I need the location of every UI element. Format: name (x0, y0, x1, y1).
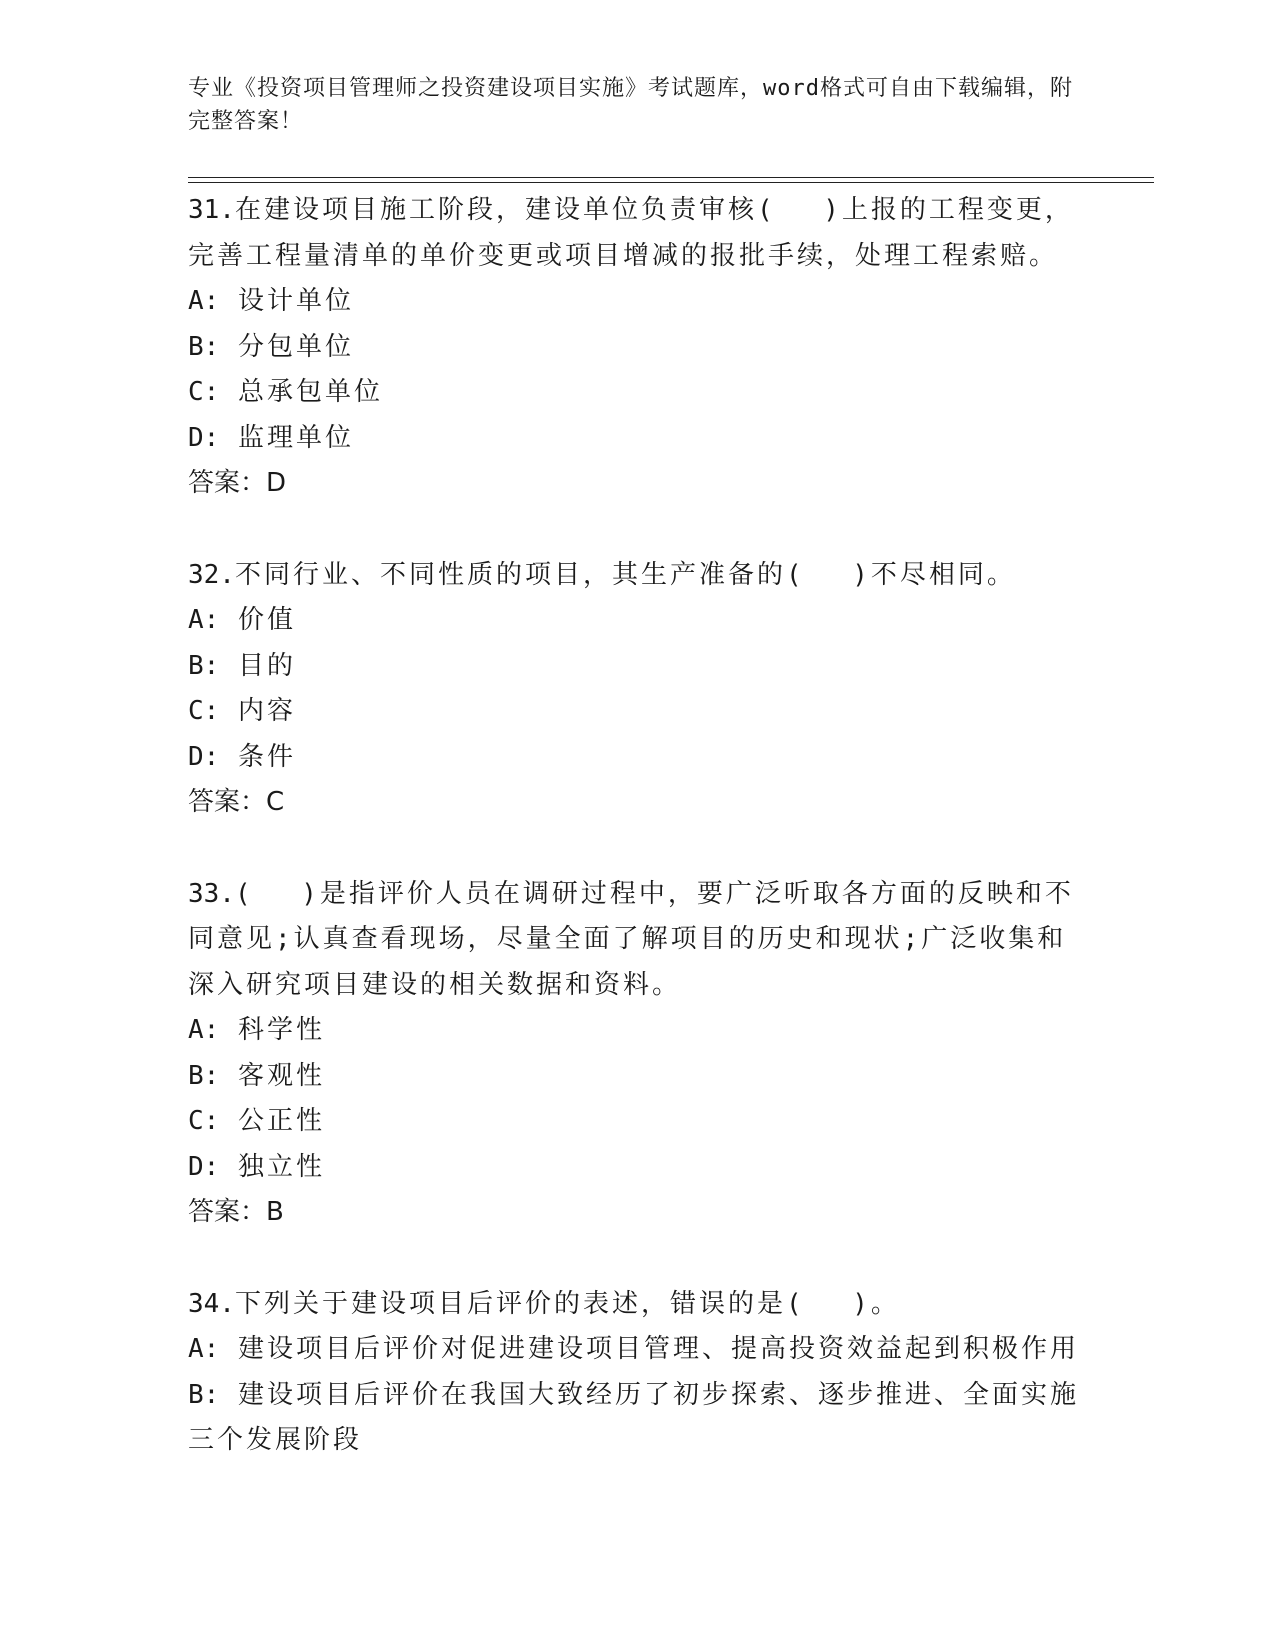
question-31 (188, 188, 1088, 507)
option-letter: B: (188, 650, 220, 681)
option-letter: B: (188, 1060, 220, 1091)
question-stem: 不同行业、不同性质的项目，其生产准备的( )不尽相同。 (234, 559, 1016, 590)
question-text-line: 同意见;认真查看现场，尽量全面了解项目的历史和现状;广泛收集和 (188, 924, 1067, 954)
option-text: 分包单位 (237, 331, 354, 362)
option-text: 目的 (237, 650, 296, 681)
answer: 答案：D (188, 468, 287, 498)
option-d (188, 735, 1088, 781)
answer: 答案：B (188, 1197, 284, 1227)
option-text: 条件 (237, 741, 296, 772)
option-text: 设计单位 (237, 286, 354, 316)
option-letter: A: (188, 1015, 220, 1045)
question-stem: ( )是指评价人员在调研过程中，要广泛听取各方面的反映和不 (234, 878, 1074, 909)
header-text: 专业《投资项目管理师之投资建设项目实施》考试题库，word格式可自由下载编辑，附完整答案！ (188, 76, 1073, 134)
option-text: 客观性 (237, 1060, 325, 1091)
question-number: 32. (188, 559, 235, 590)
option-text: 公正性 (237, 1106, 325, 1136)
question-33 (188, 872, 1088, 1236)
answer: 答案：C (188, 787, 285, 817)
option-text: 建设项目后评价对促进建设项目管理、提高投资效益起到积极作用 (237, 1334, 1079, 1364)
option-letter: B: (188, 331, 220, 362)
question-text-line (188, 1282, 1088, 1328)
option-b (188, 1054, 1088, 1100)
question-number: 33. (188, 878, 235, 909)
option-b (188, 325, 1088, 371)
option-c (188, 689, 1088, 735)
option-text: 独立性 (237, 1151, 325, 1182)
option-letter: D: (188, 422, 220, 453)
question-stem: 下列关于建设项目后评价的表述，错误的是( )。 (234, 1288, 900, 1319)
option-a (188, 1327, 1088, 1373)
option-letter: C: (188, 1106, 220, 1136)
question-number: 34. (188, 1288, 235, 1319)
option-text: 总承包单位 (237, 377, 383, 407)
option-text: 监理单位 (237, 422, 354, 453)
option-letter: B: (188, 1379, 220, 1410)
option-letter: A: (188, 286, 220, 316)
option-a (188, 598, 1088, 644)
option-letter: A: (188, 605, 220, 635)
option-text: 三个发展阶段 (188, 1425, 363, 1455)
option-text: 内容 (237, 696, 296, 726)
option-c (188, 370, 1088, 416)
option-letter: D: (188, 741, 220, 772)
question-32 (188, 553, 1088, 826)
question-text-line: 完善工程量清单的单价变更或项目增减的报批手续，处理工程索赔。 (188, 240, 1059, 271)
question-34 (188, 1282, 1088, 1464)
option-letter: C: (188, 696, 220, 726)
option-letter: C: (188, 377, 220, 407)
option-a (188, 279, 1088, 325)
header-rule-bottom (188, 182, 1154, 183)
question-text-line (188, 188, 1088, 234)
option-d (188, 416, 1088, 462)
question-stem: 在建设项目施工阶段，建设单位负责审核( )上报的工程变更， (234, 195, 1074, 225)
document-header (188, 72, 1088, 138)
option-text: 科学性 (237, 1015, 325, 1045)
option-a (188, 1008, 1088, 1054)
question-text-line: 深入研究项目建设的相关数据和资料。 (188, 969, 682, 1000)
option-b (188, 1373, 1088, 1419)
option-b-continued (188, 1418, 1088, 1464)
option-letter: A: (188, 1334, 220, 1364)
header-rule-top (188, 177, 1154, 178)
question-list (188, 188, 1088, 1510)
question-number: 31. (188, 195, 235, 225)
option-d (188, 1145, 1088, 1191)
question-text-line (188, 553, 1088, 599)
option-text: 建设项目后评价在我国大致经历了初步探索、逐步推进、全面实施 (237, 1379, 1079, 1410)
option-letter: D: (188, 1151, 220, 1182)
option-b (188, 644, 1088, 690)
option-text: 价值 (237, 605, 296, 635)
question-text-line (188, 872, 1088, 918)
option-c (188, 1099, 1088, 1145)
